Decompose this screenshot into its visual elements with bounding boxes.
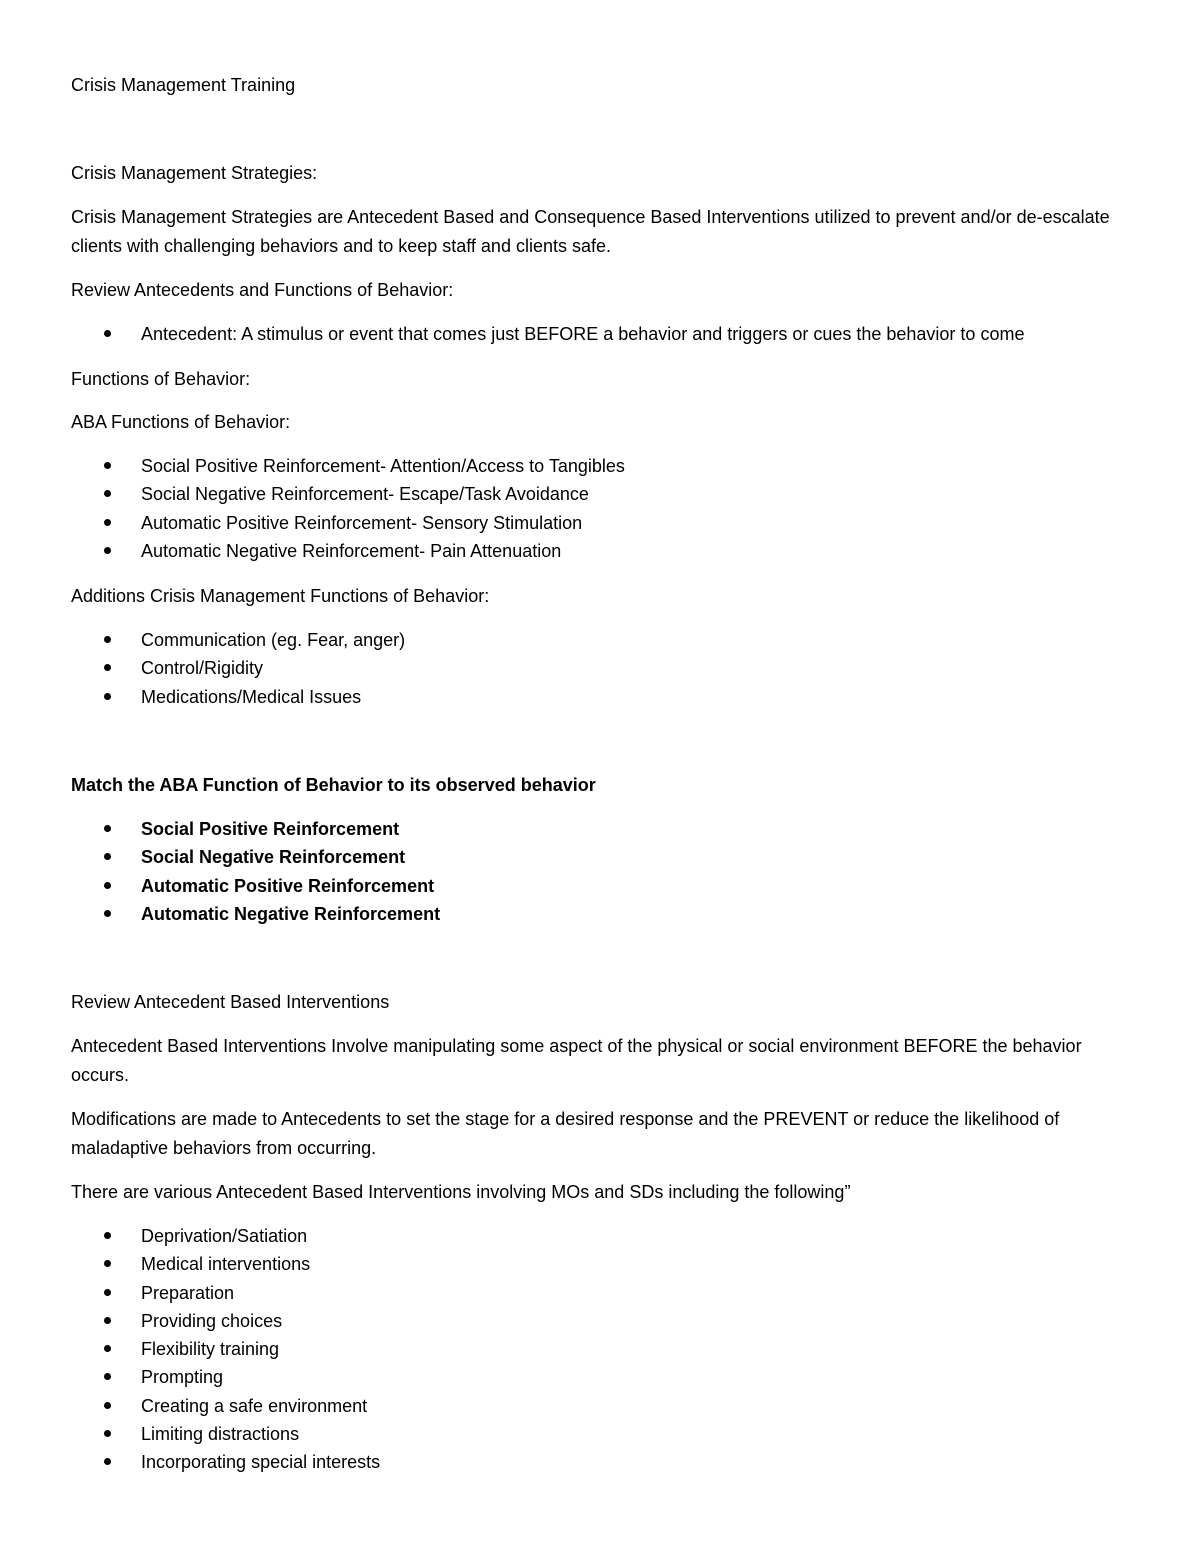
- list-item-text: Providing choices: [141, 1310, 283, 1331]
- list-item: [71, 1250, 1141, 1278]
- bullet-icon: [104, 693, 111, 700]
- list-item: [71, 900, 1141, 928]
- list-item-text: Social Positive Reinforcement- Attention/Access to Tangibles: [141, 456, 625, 476]
- functions-heading: Functions of Behavior:: [71, 369, 251, 389]
- list-item: [71, 1307, 1141, 1335]
- bullet-icon: [104, 1402, 111, 1409]
- bullet-icon: [104, 330, 111, 337]
- list-item-text: Antecedent: A stimulus or event that comes just BEFORE a behavior and triggers or cues the behavior to come: [141, 324, 1025, 344]
- bullet-icon: [104, 853, 111, 860]
- list-item: [71, 843, 1141, 871]
- list-item-text: Automatic Negative Reinforcement- Pain Attenuation: [141, 540, 562, 561]
- abi-list: [71, 1222, 1141, 1477]
- list-item: [71, 1363, 1141, 1391]
- list-item: [71, 1222, 1141, 1250]
- match-list: [71, 815, 1141, 928]
- bullet-icon: [104, 1317, 111, 1324]
- bullet-icon: [104, 547, 111, 554]
- list-item-text: Medications/Medical Issues: [141, 686, 362, 707]
- bullet-icon: [104, 1345, 111, 1352]
- list-item-text: Automatic Positive Reinforcement: [141, 875, 435, 896]
- list-item-text: Social Positive Reinforcement: [141, 819, 400, 839]
- bullet-icon: [104, 664, 111, 671]
- list-item: [71, 452, 1141, 480]
- additions-heading: Additions Crisis Management Functions of Behavior:: [71, 586, 490, 606]
- list-item: [71, 509, 1141, 537]
- list-item: [71, 815, 1141, 843]
- list-item: [71, 1279, 1141, 1307]
- abi-paragraph-1: Antecedent Based Interventions Involve manipulating some aspect of the physical or social environment BEFORE the behavior occurs.: [71, 1036, 1082, 1085]
- strategies-paragraph: Crisis Management Strategies are Antecedent Based and Consequence Based Interventions utilized to prevent and/or de-escalate clients with challenging behaviors and to keep staff and clients safe.: [71, 207, 1110, 256]
- abi-paragraph-3: There are various Antecedent Based Interventions involving MOs and SDs including the following”: [71, 1182, 851, 1202]
- bullet-icon: [104, 825, 111, 832]
- list-item-text: Creating a safe environment: [141, 1395, 368, 1416]
- list-item: [71, 654, 1141, 682]
- list-item-text: Preparation: [141, 1282, 235, 1303]
- list-item-text: Flexibility training: [141, 1339, 280, 1360]
- list-item-text: Deprivation/Satiation: [141, 1226, 308, 1246]
- bullet-icon: [104, 1232, 111, 1239]
- bullet-icon: [104, 490, 111, 497]
- review-heading: Review Antecedents and Functions of Behavior:: [71, 280, 454, 300]
- list-item: [71, 1335, 1141, 1363]
- list-item-text: Automatic Positive Reinforcement- Sensory Stimulation: [141, 512, 583, 533]
- bullet-icon: [104, 1430, 111, 1437]
- list-item: [71, 1420, 1141, 1448]
- list-item-text: Social Negative Reinforcement- Escape/Task Avoidance: [141, 484, 589, 505]
- list-item: [71, 1448, 1141, 1476]
- list-item: [71, 626, 1141, 654]
- bullet-icon: [104, 910, 111, 917]
- list-item-text: Communication (eg. Fear, anger): [141, 630, 406, 650]
- abi-paragraph-2: Modifications are made to Antecedents to set the stage for a desired response and the PREVENT or reduce the likelihood of maladaptive behaviors from occurring.: [71, 1109, 1060, 1158]
- list-item-text: Control/Rigidity: [141, 658, 264, 679]
- bullet-icon: [104, 636, 111, 643]
- bullet-icon: [104, 1458, 111, 1465]
- match-heading: Match the ABA Function of Behavior to its observed behavior: [71, 775, 596, 795]
- antecedent-list: [71, 320, 1141, 348]
- list-item: [71, 320, 1141, 348]
- aba-functions-list: [71, 452, 1141, 565]
- list-item-text: Automatic Negative Reinforcement: [141, 903, 441, 924]
- list-item-text: Medical interventions: [141, 1254, 311, 1275]
- bullet-icon: [104, 882, 111, 889]
- aba-heading: ABA Functions of Behavior:: [71, 412, 291, 432]
- bullet-icon: [104, 1373, 111, 1380]
- bullet-icon: [104, 462, 111, 469]
- list-item-text: Prompting: [141, 1367, 224, 1388]
- strategies-heading: Crisis Management Strategies:: [71, 163, 318, 183]
- bullet-icon: [104, 1289, 111, 1296]
- list-item: [71, 683, 1141, 711]
- bullet-icon: [104, 519, 111, 526]
- list-item: [71, 872, 1141, 900]
- list-item: [71, 480, 1141, 508]
- list-item: [71, 537, 1141, 565]
- abi-heading: Review Antecedent Based Interventions: [71, 992, 390, 1012]
- list-item-text: Incorporating special interests: [141, 1452, 381, 1473]
- additions-list: [71, 626, 1141, 711]
- bullet-icon: [104, 1260, 111, 1267]
- list-item-text: Social Negative Reinforcement: [141, 847, 406, 868]
- document-title: Crisis Management Training: [71, 75, 296, 95]
- list-item: [71, 1392, 1141, 1420]
- list-item-text: Limiting distractions: [141, 1424, 300, 1445]
